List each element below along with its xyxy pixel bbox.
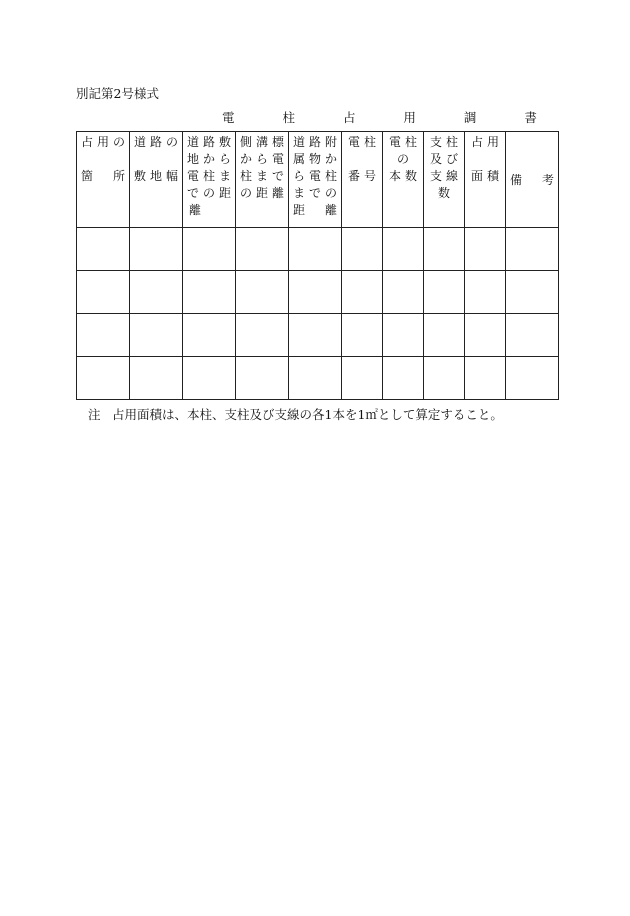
footnote bbox=[88, 405, 503, 423]
table-cell[interactable] bbox=[130, 314, 183, 357]
table-cell[interactable] bbox=[342, 228, 383, 271]
header-distance-gutter: 側溝標 から電 柱まで の距離 bbox=[236, 132, 289, 228]
table-cell[interactable] bbox=[77, 357, 130, 400]
table-cell[interactable] bbox=[183, 228, 236, 271]
document-title: 電 柱 占 用 調 書 bbox=[222, 110, 559, 125]
table-cell[interactable] bbox=[506, 271, 559, 314]
table-cell[interactable] bbox=[183, 357, 236, 400]
table-cell[interactable] bbox=[236, 271, 289, 314]
header-remarks: 備 考 bbox=[506, 132, 559, 228]
table-cell[interactable] bbox=[383, 228, 424, 271]
table-cell[interactable] bbox=[465, 228, 506, 271]
table-cell[interactable] bbox=[236, 228, 289, 271]
header-support-count: 支柱 及び 支線 数 bbox=[424, 132, 465, 228]
table-row bbox=[77, 271, 559, 314]
table-cell[interactable] bbox=[236, 357, 289, 400]
table-cell[interactable] bbox=[506, 228, 559, 271]
form-label: 別記第2号様式 bbox=[76, 86, 159, 101]
survey-table bbox=[76, 131, 559, 400]
table-cell[interactable] bbox=[383, 357, 424, 400]
table-cell[interactable] bbox=[289, 357, 342, 400]
table-cell[interactable] bbox=[465, 271, 506, 314]
table-cell[interactable] bbox=[342, 271, 383, 314]
header-road-width: 道路の 敷地幅 bbox=[130, 132, 183, 228]
header-distance-accessory: 道路附 属物か ら電柱 までの 距 離 bbox=[289, 132, 342, 228]
table-cell[interactable] bbox=[383, 271, 424, 314]
table-cell[interactable] bbox=[130, 228, 183, 271]
table-cell[interactable] bbox=[130, 357, 183, 400]
table-cell[interactable] bbox=[465, 357, 506, 400]
table-cell[interactable] bbox=[77, 314, 130, 357]
table-cell[interactable] bbox=[424, 357, 465, 400]
table-cell[interactable] bbox=[289, 314, 342, 357]
header-location: 占用の 箇 所 bbox=[77, 132, 130, 228]
table-cell[interactable] bbox=[289, 271, 342, 314]
table-cell[interactable] bbox=[130, 271, 183, 314]
table-cell[interactable] bbox=[383, 314, 424, 357]
table-cell[interactable] bbox=[424, 314, 465, 357]
table-cell[interactable] bbox=[465, 314, 506, 357]
table-cell[interactable] bbox=[424, 271, 465, 314]
table-cell[interactable] bbox=[506, 314, 559, 357]
table-cell[interactable] bbox=[183, 314, 236, 357]
table-cell[interactable] bbox=[183, 271, 236, 314]
header-pole-count: 電柱 の 本数 bbox=[383, 132, 424, 228]
table-cell[interactable] bbox=[506, 357, 559, 400]
table-cell[interactable] bbox=[342, 357, 383, 400]
header-occupied-area: 占用 面積 bbox=[465, 132, 506, 228]
table-row bbox=[77, 314, 559, 357]
table-cell[interactable] bbox=[236, 314, 289, 357]
table-cell[interactable] bbox=[289, 228, 342, 271]
footnote-text: 占用面積は、本柱、支柱及び支線の各1本を1㎡として算定すること。 bbox=[112, 407, 503, 422]
table-cell[interactable] bbox=[424, 228, 465, 271]
table-header-row bbox=[77, 132, 559, 228]
table-row bbox=[77, 357, 559, 400]
table-row bbox=[77, 228, 559, 271]
table-cell[interactable] bbox=[77, 228, 130, 271]
header-pole-number: 電柱 番号 bbox=[342, 132, 383, 228]
table-cell[interactable] bbox=[77, 271, 130, 314]
footnote-mark: 注 bbox=[88, 407, 101, 422]
header-distance-road-edge: 道路敷 地から 電柱ま での距 離 bbox=[183, 132, 236, 228]
table-cell[interactable] bbox=[342, 314, 383, 357]
